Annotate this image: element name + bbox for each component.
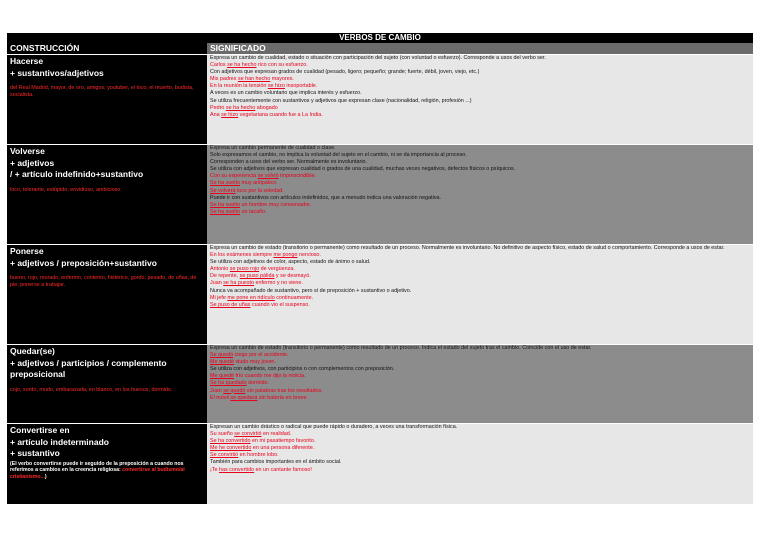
construction-line: Volverse (10, 146, 45, 156)
example-sentence (210, 295, 750, 302)
example-pre: Antonio (210, 266, 230, 273)
example-pre: En los exámenes siempre (210, 252, 274, 259)
significado-cell (207, 245, 753, 344)
example-sentence (210, 173, 750, 180)
significado-cell (207, 145, 753, 244)
example-pre: Con su experiencia (210, 173, 258, 180)
example-pre: El móvil (210, 394, 231, 401)
example-sentence (210, 467, 750, 474)
note-example: convertirse al budismo/al cristianismo... (10, 467, 185, 481)
example-post: muy antipático. (239, 180, 278, 187)
example-verb: Se ha quedado (210, 380, 247, 387)
example-post: en un cantante famoso! (254, 466, 312, 473)
example-verb: se hizo (221, 111, 239, 118)
example-verb: Se ha convertido (210, 438, 251, 445)
example-sentence (210, 380, 750, 387)
example-sentence (210, 202, 750, 209)
example-pre: Su sueño (210, 431, 235, 438)
example-post: mayores. (270, 76, 294, 83)
definition-line: Expresa un cambio de estado (transitorio o permanente) como resultado de un proceso. Indica el estado del sujeto tras el cambio. Coincide con el uso de estar. (210, 345, 592, 351)
table-body (7, 54, 753, 504)
construction-line: Convertirse en (10, 425, 70, 435)
example-post: en mi pasatiempo favorito. (250, 438, 316, 445)
example-verb: Me quedé (210, 373, 234, 380)
example-pre: Carlos (210, 62, 228, 69)
definition-line: También para cambios importantes en el ámbito social. (210, 459, 342, 466)
construction-examples: del Real Madrid, mayor, de oro, amigos, youtuber, el loco, el muerto, budista, socialista. (10, 85, 194, 98)
example-sentence (210, 431, 750, 438)
example-post: y se desmayó. (274, 273, 311, 280)
header-construccion: CONSTRUCCIÓN (7, 43, 207, 54)
example-verb: se ha hecho (227, 62, 257, 69)
definition-line: Con adjetivos que expresan grados de cualidad (pesado, ligero; pequeño; grande; fuerte, débil, joven, viejo, etc.) (210, 69, 480, 76)
example-sentence (210, 266, 750, 273)
definition-line: Expresa un cambio de cualidad, estado o situación con participación del sujeto (con voluntad o esfuerzo). Corresponde a usos del verbo ser. (210, 55, 546, 61)
definition-line: Corresponden a usos del verbo ser. Normalmente es involuntario. (210, 159, 368, 166)
example-verb: se convirtió (234, 431, 262, 438)
example-verb: me pongo (273, 252, 298, 259)
example-verb: se ha hecho (225, 104, 256, 111)
definition-line: Se utiliza con adjetivos que expresan cualidad o grados de una cualidad, muchas veces negativos, defectos físicos o psíquicos. (210, 166, 516, 173)
example-post: continuamente. (274, 294, 314, 301)
example-sentence (210, 373, 750, 380)
example-sentence (210, 352, 750, 359)
example-verb: Se volverá (210, 187, 236, 194)
definition-line: Se utiliza frecuentemente con sustantivos y adjetivos que expresan clase (nacionalidad, religión, profesión ...) (210, 97, 472, 104)
significado-cell (207, 55, 753, 144)
example-verb: Me he convertido (210, 445, 252, 452)
table-row (7, 144, 753, 244)
construccion-cell (7, 245, 207, 344)
example-verb: se han hecho (237, 76, 271, 83)
note-end: ) (44, 474, 47, 481)
header-significado: SIGNIFICADO (207, 43, 753, 54)
example-post: enfermo y no viene. (254, 280, 303, 287)
construction-line: preposicional (10, 369, 66, 379)
table-row (7, 423, 753, 504)
example-post: ciego por el accidente. (233, 352, 289, 359)
construction-line: / + artículo indefinido+sustantivo (10, 169, 144, 179)
example-verb: Se convirtió (210, 452, 239, 459)
example-verb: Me quedé (210, 359, 234, 366)
example-sentence (210, 273, 750, 280)
example-pre: Mi jefe (210, 294, 228, 301)
construction-line: + adjetivos / preposición+sustantivo (10, 257, 157, 268)
construction-line: + artículo indeterminado (10, 436, 109, 447)
example-post: sin palabras tras los resultados. (245, 387, 323, 394)
definition-line: Solo expresamos el cambio, no implica la voluntad del sujeto en el cambio, ni se da importancia al proceso. (210, 152, 467, 159)
construction-line: Ponerse (10, 246, 44, 256)
example-pre: De repente, (210, 273, 240, 280)
table-row (7, 344, 753, 423)
construction-examples: loco, tolerante, estúpido, envidioso, ambicioso. (10, 186, 122, 193)
table-title: VERBOS DE CAMBIO (7, 33, 753, 43)
construction-line: Hacerse (10, 56, 44, 66)
definition-line: Se utiliza con adjetivos, con participios o con complementos con preposición. (210, 366, 395, 373)
example-pre: En la reunión la tensión (210, 83, 268, 90)
example-sentence (210, 76, 750, 83)
example-post: dormido. (246, 380, 270, 387)
construccion-cell (7, 345, 207, 423)
example-post: un tacaño. (239, 208, 267, 215)
example-post: en realidad. (261, 431, 292, 438)
construction-note (10, 461, 204, 481)
example-verb: se volvió (257, 173, 279, 180)
example-pre: Ana (210, 111, 222, 118)
example-verb: se ha puesto (223, 280, 255, 287)
example-sentence (210, 62, 750, 69)
note-text: (El verbo convertirse puede ir seguido de la preposición a cuando nos referimos a cambios en la creencia religiosa: (10, 460, 184, 474)
example-sentence (210, 105, 750, 112)
example-sentence (210, 112, 750, 119)
example-pre: Pedro (210, 104, 226, 111)
example-verb: Se quedó (210, 352, 234, 359)
example-post: en hombre lobo. (238, 452, 279, 459)
example-post: nervioso. (297, 252, 321, 259)
example-sentence (210, 209, 750, 216)
table-header (7, 43, 753, 54)
example-verb: se puso rojo (229, 266, 260, 273)
table-row (7, 244, 753, 344)
construction-line: + sustantivos/adjetivos (10, 67, 104, 78)
example-sentence (210, 83, 750, 90)
construction-line: + sustantivo (10, 448, 60, 458)
definition-line: Expresa un cambio permanente de cualidad o clase. (210, 145, 336, 151)
example-post: un hombre muy conservador. (239, 201, 312, 208)
example-verb: se quedó (223, 387, 246, 394)
example-pre: Juan (210, 387, 224, 394)
significado-cell (207, 345, 753, 423)
example-post: insoportable. (284, 83, 318, 90)
example-sentence (210, 388, 750, 395)
verbs-table (7, 33, 753, 504)
construction-line: Quedar(se) (10, 346, 55, 356)
example-verb: se puso pálida (239, 273, 275, 280)
example-post: en una persona diferente. (251, 445, 315, 452)
definition-line: Expresan un cambio drástico o radical que puede rápido o duradero, a veces una transformación física. (210, 424, 458, 430)
example-verb: se quedará (230, 394, 258, 401)
table-row (7, 54, 753, 144)
example-sentence (210, 438, 750, 445)
definition-line: Nunca va acompañado de sustantivo, pero sí de preposición + sustantivo o adjetivo. (210, 287, 412, 294)
example-sentence (210, 445, 750, 452)
example-sentence (210, 395, 750, 402)
example-post: viudo muy joven. (233, 359, 276, 366)
construction-line: + adjetivos / participios / complemento (10, 357, 167, 368)
example-pre: Juan (210, 280, 224, 287)
construccion-cell (7, 145, 207, 244)
example-sentence (210, 252, 750, 259)
construccion-cell (7, 424, 207, 504)
example-post: cuando vio el suspenso. (250, 301, 310, 308)
example-sentence (210, 452, 750, 459)
example-post: rico con su esfuerzo. (256, 62, 308, 69)
definition-line: A veces es un cambio voluntario que implica interés y esfuerzo. (210, 90, 362, 97)
example-verb: Se ha vuelto (210, 180, 240, 187)
example-post: de vergüenza. (259, 266, 295, 273)
example-post: frío cuando me dijo la noticia. (233, 373, 306, 380)
example-verb: Se puso de uñas (210, 301, 251, 308)
construction-examples: cojo, sordo, mudo, embarazada, en blanco, en los huesos, dormido. (10, 386, 173, 393)
example-post: imprescindible. (278, 173, 317, 180)
definition-line: Puede ir con sustantivos con artículos indefinidos, que a menudo indica una valoración negativa. (210, 194, 442, 201)
significado-cell (207, 424, 753, 504)
construction-examples: bueno, rojo, morado, enfermo, contento, histérico, gordo, pesado, de uñas, de pie, ponerse a trabajar. (10, 275, 197, 288)
example-verb: has convertido (219, 466, 255, 473)
example-sentence (210, 180, 750, 187)
example-post: abogado (255, 104, 278, 111)
example-verb: me pone en ridículo (227, 294, 275, 301)
construction-line: + adjetivos (10, 157, 55, 168)
example-verb: Se ha vuelto (210, 208, 240, 215)
example-verb: Se ha vuelto (210, 201, 240, 208)
example-pre: ¡Te (210, 466, 219, 473)
example-sentence (210, 302, 750, 309)
example-pre: Mis padres (210, 76, 238, 83)
definition-line: Se utiliza con adjetivos de color, aspecto, estado de ánimo o salud. (210, 259, 371, 266)
example-verb: se hizo (267, 83, 285, 90)
example-post: sin batería en breve. (257, 394, 309, 401)
construccion-cell (7, 55, 207, 144)
example-sentence (210, 188, 750, 195)
example-post: vegetariana cuando fue a La India. (238, 111, 323, 118)
example-post: loco por la soledad. (235, 187, 284, 194)
example-sentence (210, 359, 750, 366)
example-sentence (210, 280, 750, 287)
definition-line: Expresa un cambio de estado (transitorio o permanente) como resultado de un proceso. Normalmente es involuntario. No definitivo de aspecto físico, estado de salud o comportamiento. Corresponde a usos de estar. (210, 245, 725, 251)
